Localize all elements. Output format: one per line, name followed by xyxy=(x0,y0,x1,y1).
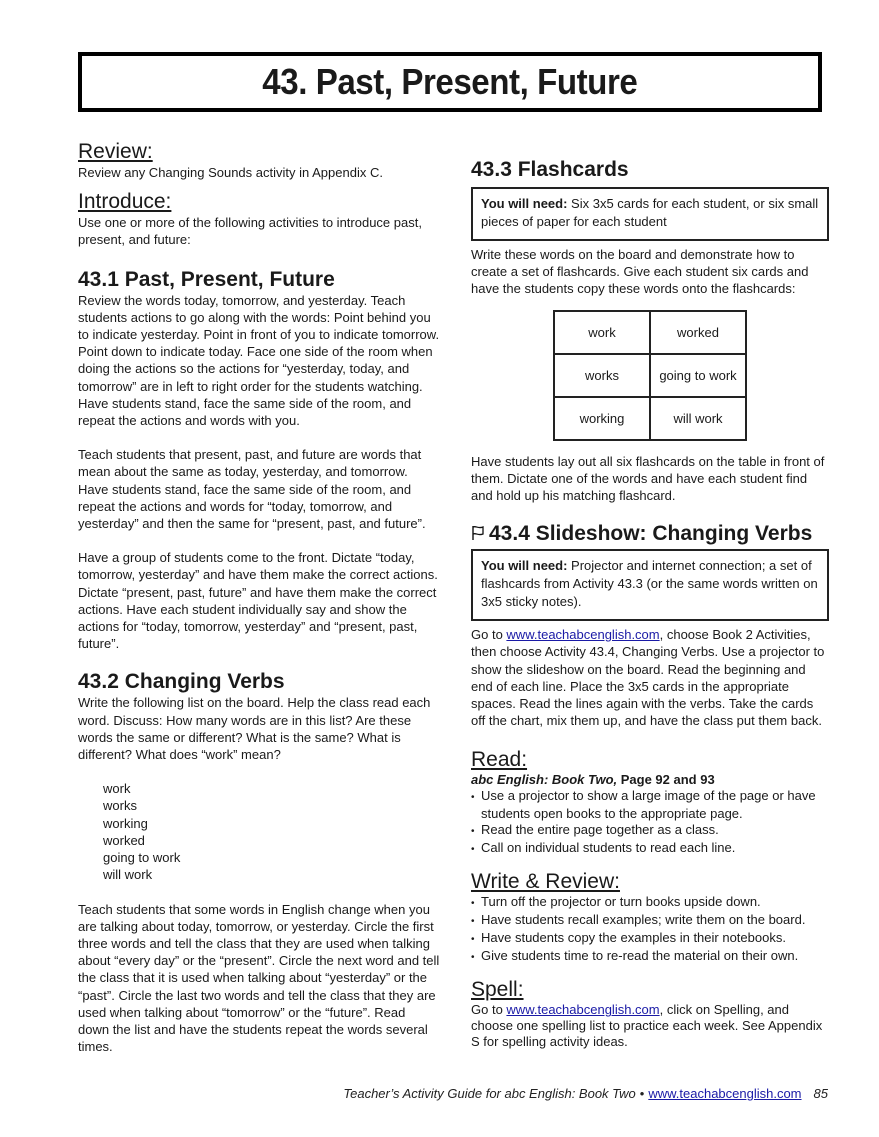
need-label: You will need: xyxy=(481,196,568,211)
table-row xyxy=(554,354,746,397)
page-title: 43. Past, Present, Future xyxy=(262,61,638,102)
read-heading: Read: xyxy=(471,748,528,772)
activity-43-3-outro: Have students lay out all six flashcards on the table in front of them. Dictate one of the words and have each student find and hold up his matching flashcard. xyxy=(471,453,825,504)
text-after-link: , click on Spelling, and choose one spelling list to practice each week. See Appendix S for spelling activity ideas. xyxy=(471,1002,823,1050)
list-item: worked xyxy=(103,832,145,848)
list-item: • Have students copy the examples in their notebooks. xyxy=(471,930,829,948)
need-label: You will need: xyxy=(481,558,568,574)
activity-43-2-heading: 43.2 Changing Verbs xyxy=(78,670,285,694)
activity-43-4-text xyxy=(471,626,829,729)
guide-title: Teacher’s Activity Guide for abc English: Book Two xyxy=(343,1086,636,1101)
need-text: Six 3x5 cards for each student, or six small pieces of paper for each student xyxy=(481,196,819,229)
list-item: • Turn off the projector or turn books upside down. xyxy=(471,894,829,912)
book-reference xyxy=(471,772,829,788)
list-item: will work xyxy=(103,867,153,883)
activity-43-2-intro: Write the following list on the board. Help the class read each word. Discuss: How many words are in this list? Are these words the same or different? What is the same? What is different? What does “work” mean? xyxy=(78,695,431,763)
list-item: • Call on individual students to read each line. xyxy=(471,840,829,858)
activity-43-1-paragraph: Review the words today, tomorrow, and yesterday. Teach students actions to go along with the words: Point behind you to indicate yesterday. Point in front of you to indicate tomorrow. Point down to indicate today. Face one side of the room when doing the actions so the actions for “yesterday, today, and tomorrow” are in left to right order for the students watching. Have students stand, face the same side of the room, and repeat the actions and words with you. xyxy=(78,292,440,429)
table-row xyxy=(554,311,746,354)
footer-link[interactable]: www.teachabcenglish.com xyxy=(648,1086,802,1101)
you-will-need-box xyxy=(471,187,829,241)
table-row xyxy=(554,397,746,440)
introduce-heading: Introduce: xyxy=(78,190,172,214)
list-item: • Have students recall examples; write them on the board. xyxy=(471,912,829,930)
activity-43-1-paragraph: Have a group of students come to the front. Dictate “today, tomorrow, yesterday” and have them make the correct actions. Dictate “present, past, future” and have them make the correct actions. Have each student individually say and show the actions for “today, tomorrow, yesterday” and “present, past, future”. xyxy=(78,550,438,652)
activity-43-3-intro: Write these words on the board and demonstrate how to create a set of flashcards. Give each student six cards and have the students copy these words onto the flashcards: xyxy=(471,247,809,297)
text-before-link: Go to xyxy=(471,1002,507,1018)
list-item: going to work xyxy=(103,850,181,866)
flashcard-table xyxy=(553,310,747,441)
activity-43-1-paragraph: Teach students that present, past, and future are words that mean about the same as today, yesterday, and tomorrow. Have students stand, face the same side of the room, and repeat the actions and words for “today, tomorrow, and yesterday” and then the same for “present, past, and future”. xyxy=(78,447,426,532)
read-bullets xyxy=(471,788,829,858)
review-heading: Review: xyxy=(78,140,153,163)
teachabcenglish-link[interactable]: www.teachabcenglish.com xyxy=(506,627,660,643)
book-title: abc English: Book Two, xyxy=(471,772,618,788)
table-cell: working xyxy=(554,397,650,440)
flag-icon xyxy=(471,525,485,541)
list-item: • Give students time to re-read the material on their own. xyxy=(471,948,829,966)
book-pages: Page 92 and 93 xyxy=(617,772,715,788)
activity-43-4-heading: 43.4 Slideshow: Changing Verbs xyxy=(489,522,813,546)
spell-text xyxy=(471,1002,829,1050)
right-column xyxy=(471,158,829,1050)
list-item: work xyxy=(103,781,131,797)
table-cell: will work xyxy=(650,397,746,440)
activity-43-2-outro: Teach students that some words in English change when you are talking about today, tomorrow, or yesterday. Circle the first three words and tell the class that they are used when talking about “every day” or the “present”. Circle the next word and tell the class that it is used when talking about “yesterday” or the “past”. Circle the last two words and tell the class that they are used when talking about “tomorrow” or the “future”. Read down the list and have the students repeat the words several times. xyxy=(78,901,440,1055)
bullet-separator: • xyxy=(639,1086,645,1101)
activity-43-4-header xyxy=(471,522,829,546)
page-number: 85 xyxy=(813,1086,828,1101)
need-text: Projector and internet connection; a set of flashcards from Activity 43.3 (or the same words written on 3x5 sticky notes). xyxy=(481,558,818,610)
table-cell: work xyxy=(554,311,650,354)
teachabcenglish-link[interactable]: www.teachabcenglish.com xyxy=(506,1002,660,1018)
write-review-heading: Write & Review: xyxy=(471,870,620,894)
list-item: • Use a projector to show a large image of the page or have students open books to the appropriate page. xyxy=(471,788,829,822)
list-item: works xyxy=(103,798,137,814)
page-footer xyxy=(343,1086,828,1101)
spell-heading: Spell: xyxy=(471,978,524,1002)
page-title-box xyxy=(78,52,822,112)
verb-word-list xyxy=(78,780,440,883)
write-review-bullets xyxy=(471,894,829,966)
table-cell: works xyxy=(554,354,650,397)
you-will-need-box xyxy=(471,549,829,621)
text-after-link: , choose Book 2 Activities, then choose Activity 43.4, Changing Verbs. Use a projector to show the slideshow on the board. Read the beginning and end of each line. Place the 3x5 cards in the appropriate spaces. Read the lines again with the verbs. Take the cards off the chart, mix them up, and have the class put them back. xyxy=(471,627,825,729)
list-item: working xyxy=(103,815,148,831)
review-text: Review any Changing Sounds activity in Appendix C. xyxy=(78,165,383,180)
introduce-text: Use one or more of the following activities to introduce past, present, and future: xyxy=(78,215,422,248)
activity-43-3-heading: 43.3 Flashcards xyxy=(471,158,629,181)
table-cell: going to work xyxy=(650,354,746,397)
table-cell: worked xyxy=(650,311,746,354)
left-column xyxy=(78,140,440,1055)
text-before-link: Go to xyxy=(471,627,507,643)
activity-43-1-heading: 43.1 Past, Present, Future xyxy=(78,267,335,291)
list-item: • Read the entire page together as a class. xyxy=(471,822,829,840)
